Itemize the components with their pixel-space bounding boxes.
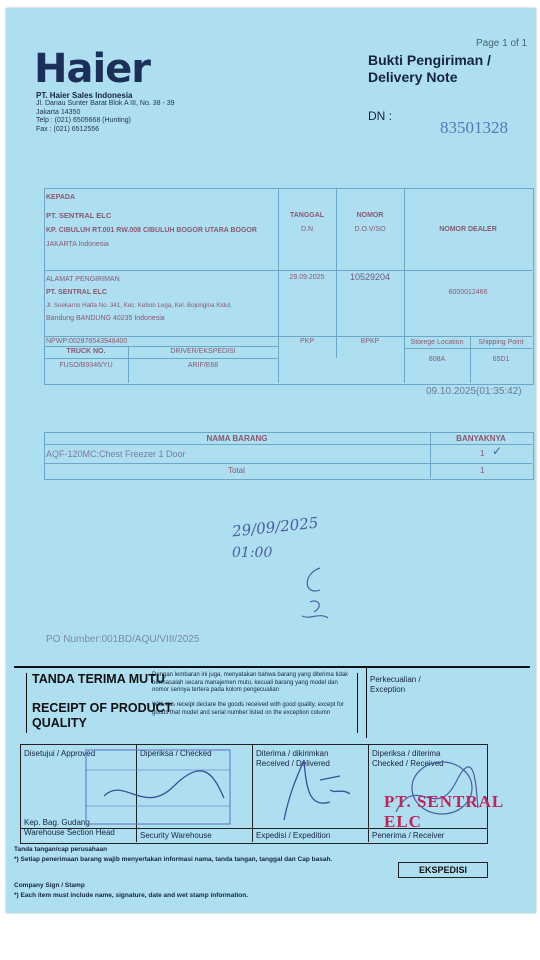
bpkp-label: BPKP xyxy=(360,338,380,345)
nomor-dealer-label: NOMOR DEALER xyxy=(439,226,497,233)
shipping-label: Shipping Point xyxy=(478,339,524,346)
tanggal-sub: D.N xyxy=(300,226,314,233)
print-timestamp: 09.10.2025(01:35:42) xyxy=(426,386,522,397)
exception-label: Perkecualian / Exception xyxy=(370,675,421,694)
receipt-title: RECEIPT OF PRODUCT xyxy=(32,701,173,715)
kepada-address: KP. CIBULUH RT.001 RW.008 CIBULUH BOGOR UTARA BOGOR xyxy=(46,227,257,234)
expedition-signature xyxy=(270,750,360,828)
handwritten-date: 29/09/2025 xyxy=(231,513,320,541)
company-address: Jl. Danau Sunter Barat Blok A III, No. 38 - 39 Jakarta 14350 Telp : (021) 6505668 (Hunting) Fax : (021) 6512556 xyxy=(36,100,175,133)
note1-title: Tanda tangan/cap perusahaan xyxy=(14,846,108,853)
warehouse-head-label: Kep. Bag. Gudang Warehouse Section Head xyxy=(24,818,115,837)
document-title: Bukti Pengiriman / Delivery Note xyxy=(368,52,491,85)
page-indicator: Page 1 of 1 xyxy=(476,38,528,49)
company-stamp: PT. SENTRAL ELC xyxy=(384,792,504,831)
tanda-terima-title: TANDA TERIMA MUTU xyxy=(32,672,165,686)
truck-label: TRUCK NO. xyxy=(66,348,106,355)
warehouse-stamp-icon xyxy=(84,746,234,828)
total-value: 1 xyxy=(480,466,485,475)
note2-title: Company Sign / Stamp xyxy=(14,882,85,889)
alamat-city: Bandung BANDUNG 40235 Indonesia xyxy=(46,315,165,322)
note2-text: *) Each item must include name, signature, date and wet stamp information. xyxy=(14,892,249,899)
kepada-label: KEPADA xyxy=(46,194,76,201)
nomor-sub: D.O.V/SO xyxy=(354,226,386,233)
kepada-city: JAKARTA Indonesia xyxy=(46,241,109,248)
alamat-label: ALAMAT PENGIRIMAN xyxy=(46,276,120,283)
alamat-address: Jl. Soekarno Hatta No. 341, Kec. Kebon Lega, Kel. Bojongloa Kidul, xyxy=(46,302,232,309)
item-name: AQF-120MC:Chest Freezer 1 Door xyxy=(46,449,186,459)
haier-logo: Haier xyxy=(34,46,151,92)
driver-label: DRIVER/EKSPEDISI xyxy=(170,348,236,355)
handwritten-time: 01:00 xyxy=(232,545,273,561)
ekspedisi-box: EKSPEDISI xyxy=(398,862,488,878)
note1-text: *) Setiap penerimaan barang wajib menyertakan informasi nama, tanda tangan, tanggal dan Cap basah. xyxy=(14,856,333,863)
delivered-label: Diterima / dikirimkan Received / Delivered xyxy=(256,749,330,768)
checked-label: Diperiksa / Checked xyxy=(140,749,212,758)
npwp: NPWP:002876543948400 xyxy=(46,338,128,345)
truck-value: FUSO/B9346/YU xyxy=(59,362,113,369)
col-banyaknya: BANYAKNYA xyxy=(456,434,506,443)
total-label: Total xyxy=(228,466,245,475)
receipt-title-quality: QUALITY xyxy=(32,716,87,730)
tanggal-label: TANGGAL xyxy=(289,212,325,219)
approved-label: Disetujui / Approved xyxy=(24,749,96,758)
storage-label: Storege Location xyxy=(410,339,464,346)
dn-label: DN : xyxy=(368,109,392,123)
tanggal-value: 29.09.2025 xyxy=(289,274,325,281)
pkp-label: PKP xyxy=(299,338,314,345)
company-name: PT. Haier Sales Indonesia xyxy=(36,91,133,100)
nomor-value: 10529204 xyxy=(349,272,391,282)
nomor-label: NOMOR xyxy=(356,212,384,219)
dealer-value: 6000012466 xyxy=(448,289,488,296)
expedition-label: Expedisi / Expedition xyxy=(256,831,331,840)
shipping-value: 65D1 xyxy=(492,356,510,363)
driver-value: ARIF/E68 xyxy=(187,362,219,369)
dn-number: 83501328 xyxy=(440,118,508,137)
handwritten-signature xyxy=(290,562,340,624)
receipt-text: With this receipt declare the goods received with good quality, except for goods that model and serial number listed on the exception column xyxy=(152,702,344,716)
tanda-terima-text: Dengan lembaran ini juga, menyatakan bahwa barang yang diterima tidak bermasalah secara manajemen mutu, kecuali barang yang model dan nomor serinya tertera pada kolom pengecualian xyxy=(152,672,349,693)
received-label: Diperiksa / diterima Checked / Received xyxy=(372,749,444,768)
storage-value: 808A xyxy=(428,356,446,363)
alamat-name: PT. SENTRAL ELC xyxy=(46,289,107,296)
po-number: PO Number:001BD/AQU/VIII/2025 xyxy=(46,634,200,645)
kepada-name: PT. SENTRAL ELC xyxy=(46,211,112,220)
checkmark-icon: ✓ xyxy=(492,444,503,458)
receiver-label: Penerima / Receiver xyxy=(372,831,445,840)
item-qty: 1 xyxy=(480,449,485,458)
col-nama-barang: NAMA BARANG xyxy=(206,434,268,443)
security-label: Security Warehouse xyxy=(140,831,212,840)
